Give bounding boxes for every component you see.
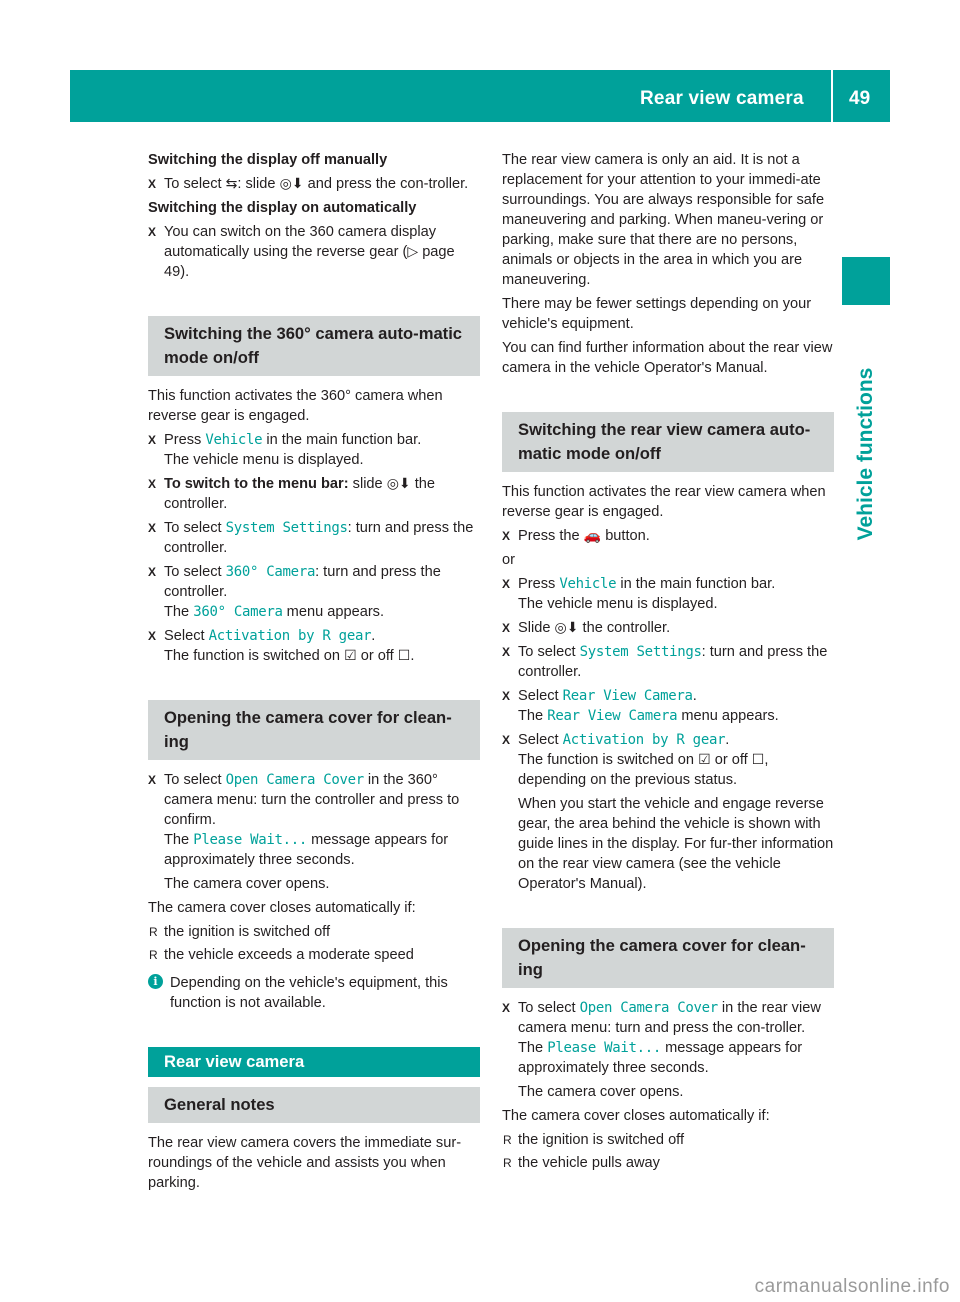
controller-slide-icon: ◎⬇ — [279, 176, 304, 192]
step: X To select System Settings: turn and press the controller. — [502, 644, 828, 680]
section-heading: Switching the 360° camera auto-matic mode on/off — [148, 316, 480, 376]
step-marker-icon: X — [148, 629, 157, 643]
section-heading: Opening the camera cover for clean-ing — [502, 928, 834, 988]
menu-item-activation: Activation by R gear — [208, 628, 372, 644]
menu-item-rear-view-camera: Rear View Camera — [547, 708, 678, 724]
step-marker-icon: X — [148, 521, 157, 535]
back-icon: ⇆ — [225, 176, 238, 192]
side-tab-label: Vehicle functions — [854, 367, 877, 541]
paragraph: The camera cover closes automatically if: — [148, 900, 416, 916]
section-heading: Switching the rear view camera auto-matic mode on/off — [502, 412, 834, 472]
bullet-marker-icon: R — [149, 925, 158, 939]
checkbox-checked-icon: ☑ — [344, 648, 357, 664]
step-marker-icon: X — [502, 645, 511, 659]
page-ref-icon: ▷ — [407, 244, 419, 260]
paragraph: This function activates the rear view camera when reverse gear is engaged. — [502, 484, 826, 520]
page-number: 49 — [849, 88, 871, 109]
section-heading-primary: Rear view camera — [148, 1047, 480, 1077]
paragraph: The rear view camera covers the immediate sur-roundings of the vehicle and assists you when parking. — [148, 1135, 462, 1191]
step-marker-icon: X — [502, 577, 511, 591]
section-heading: Opening the camera cover for clean-ing — [148, 700, 480, 760]
step: X Select Activation by R gear. The function is switched on ☑ or off ☐, depending on the previous status. — [502, 732, 769, 788]
step-marker-icon: X — [502, 621, 511, 635]
message-please-wait: Please Wait... — [547, 1040, 662, 1056]
step-marker-icon: X — [148, 433, 157, 447]
step: X You can switch on the 360 camera display automatically using the reverse gear (▷ page 49). — [148, 224, 455, 280]
info-note: i Depending on the vehicle's equipment, this function is not available. — [148, 973, 480, 1013]
step: X To select Open Camera Cover in the 360° camera menu: turn the controller and press to confirm. The Please Wait... message appears for approximately three seconds. — [148, 772, 460, 868]
step: X To select Open Camera Cover in the rear view camera menu: turn and press the con-troller. The Please Wait... message appears for approximately three seconds. — [502, 1000, 821, 1076]
bullet-marker-icon: R — [503, 1133, 512, 1147]
side-tab — [842, 312, 890, 597]
step-marker-icon: X — [148, 773, 157, 787]
message-please-wait: Please Wait... — [193, 832, 308, 848]
step-marker-icon: X — [502, 1001, 511, 1015]
step: X To select ⇆: slide ◎⬇ and press the con-troller. — [148, 176, 469, 192]
step: X Select Activation by R gear. The function is switched on ☑ or off ☐. — [148, 628, 415, 664]
controller-slide-icon: ◎⬇ — [554, 620, 579, 636]
heading-display-off: Switching the display off manually — [148, 152, 388, 168]
list-item: R the vehicle exceeds a moderate speed — [149, 947, 414, 963]
bullet-marker-icon: R — [149, 948, 158, 962]
step-marker-icon: X — [502, 733, 511, 747]
heading-display-on: Switching the display on automatically — [148, 200, 417, 216]
menu-item-open-camera-cover: Open Camera Cover — [225, 772, 364, 788]
or-text: or — [502, 552, 515, 568]
bullet-marker-icon: R — [503, 1156, 512, 1170]
menu-item-vehicle: Vehicle — [205, 432, 263, 448]
step-marker-icon: X — [148, 565, 157, 579]
list-item: R the ignition is switched off — [149, 924, 331, 940]
paragraph: You can find further information about the rear view camera in the vehicle Operator's Manual. — [502, 340, 833, 376]
step: X Press the 🚗 button. — [502, 528, 650, 544]
header-divider — [831, 70, 833, 122]
menu-item-rear-view-camera: Rear View Camera — [562, 688, 693, 704]
step: X To select System Settings: turn and press the controller. — [148, 520, 474, 556]
menu-item-system-settings: System Settings — [579, 644, 702, 660]
checkbox-unchecked-icon: ☐ — [397, 648, 411, 664]
step: X To select 360° Camera: turn and press the controller. The 360° Camera menu appears. — [148, 564, 441, 620]
step-marker-icon: X — [148, 477, 157, 491]
car-icon: 🚗 — [583, 528, 602, 544]
list-item: R the vehicle pulls away — [503, 1155, 660, 1171]
step: X Press Vehicle in the main function bar. The vehicle menu is displayed. — [502, 576, 776, 612]
right-column — [502, 150, 834, 1176]
menu-item-360-camera: 360° Camera — [193, 604, 283, 620]
checkbox-checked-icon: ☑ — [698, 752, 711, 768]
menu-item-system-settings: System Settings — [225, 520, 348, 536]
list-item: R the ignition is switched off — [503, 1132, 685, 1148]
step-marker-icon: X — [502, 689, 511, 703]
side-marker — [842, 257, 890, 305]
left-column — [148, 150, 480, 1197]
step: X Press Vehicle in the main function bar. The vehicle menu is displayed. — [148, 432, 422, 468]
paragraph: The camera cover closes automatically if: — [502, 1108, 770, 1124]
paragraph: There may be fewer settings depending on your vehicle's equipment. — [502, 296, 812, 332]
menu-item-open-camera-cover: Open Camera Cover — [579, 1000, 718, 1016]
step: X Select Rear View Camera. The Rear View Camera menu appears. — [502, 688, 779, 724]
step-result: The camera cover opens. — [164, 876, 330, 892]
section-heading: General notes — [148, 1087, 480, 1123]
step-marker-icon: X — [148, 177, 157, 191]
paragraph: This function activates the 360° camera when reverse gear is engaged. — [148, 388, 443, 424]
controller-slide-icon: ◎⬇ — [386, 476, 411, 492]
step-result: When you start the vehicle and engage reverse gear, the area behind the vehicle is shown with guide lines in the display. For fur-ther information on the rear view camera (see the vehicle Operator's Manual). — [518, 796, 834, 892]
watermark: carmanualsonline.info — [754, 1276, 950, 1297]
menu-item-360-camera: 360° Camera — [225, 564, 316, 580]
step-marker-icon: X — [148, 225, 157, 239]
page-title: Rear view camera — [640, 88, 804, 109]
menu-item-activation: Activation by R gear — [562, 732, 726, 748]
menu-item-vehicle: Vehicle — [559, 576, 617, 592]
checkbox-unchecked-icon: ☐ — [751, 752, 765, 768]
paragraph: The rear view camera is only an aid. It is not a replacement for your attention to your immedi-ate surroundings. You are always responsible for safe maneuvering and parking. When maneu-vering or parking, make sure that there are no persons, animals or objects in the area in which you are maneuvering. — [502, 152, 825, 288]
step-marker-icon: X — [502, 529, 511, 543]
step: X Slide ◎⬇ the controller. — [502, 620, 671, 636]
info-icon: i — [148, 974, 163, 989]
step-result: The camera cover opens. — [518, 1084, 684, 1100]
step: X To switch to the menu bar: slide ◎⬇ the controller. — [148, 476, 436, 512]
